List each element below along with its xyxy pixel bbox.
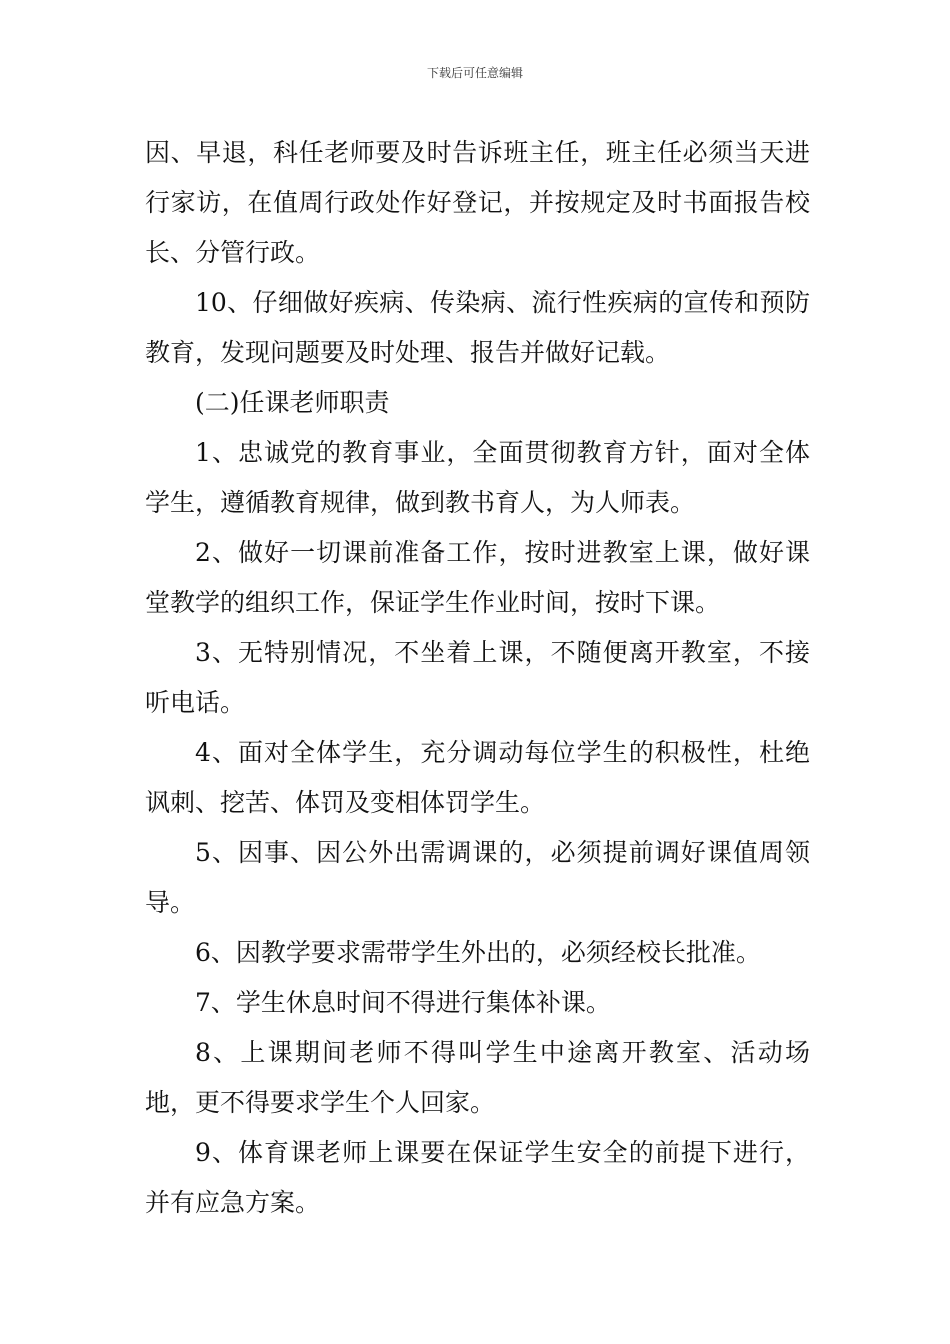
- paragraph-item-3: 3、无特别情况，不坐着上课，不随便离开教室，不接听电话。: [145, 638, 810, 717]
- section-heading-teacher-duties: (二)任课老师职责: [195, 388, 390, 417]
- paragraph-item-2: 2、做好一切课前准备工作，按时进教室上课，做好课堂教学的组织工作，保证学生作业时间，按时下课。: [145, 538, 810, 617]
- paragraph-item-9: 9、体育课老师上课要在保证学生安全的前提下进行，并有应急方案。: [145, 1138, 810, 1217]
- paragraph-item-5: 5、因事、因公外出需调课的，必须提前调好课值周领导。: [145, 838, 810, 917]
- paragraph-item-8: 8、上课期间老师不得叫学生中途离开教室、活动场地，更不得要求学生个人回家。: [145, 1038, 810, 1117]
- paragraph-item-10: 10、仔细做好疾病、传染病、流行性疾病的宣传和预防教育，发现问题要及时处理、报告并做好记载。: [145, 288, 810, 367]
- page-header: 下载后可任意编辑: [426, 66, 523, 80]
- paragraph-item-7: 7、学生休息时间不得进行集体补课。: [195, 988, 611, 1017]
- paragraph-item-6: 6、因教学要求需带学生外出的，必须经校长批准。: [195, 938, 761, 967]
- paragraph-item-4: 4、面对全体学生，充分调动每位学生的积极性，杜绝讽刺、挖苦、体罚及变相体罚学生。: [145, 738, 810, 817]
- paragraph-item-1: 1、忠诚党的教育事业，全面贯彻教育方针，面对全体学生，遵循教育规律，做到教书育人，为人师表。: [145, 438, 810, 517]
- paragraph-continuation: 因、早退，科任老师要及时告诉班主任，班主任必须当天进行家访，在值周行政处作好登记，并按规定及时书面报告校长、分管行政。: [145, 138, 810, 267]
- document-body: [145, 128, 810, 1228]
